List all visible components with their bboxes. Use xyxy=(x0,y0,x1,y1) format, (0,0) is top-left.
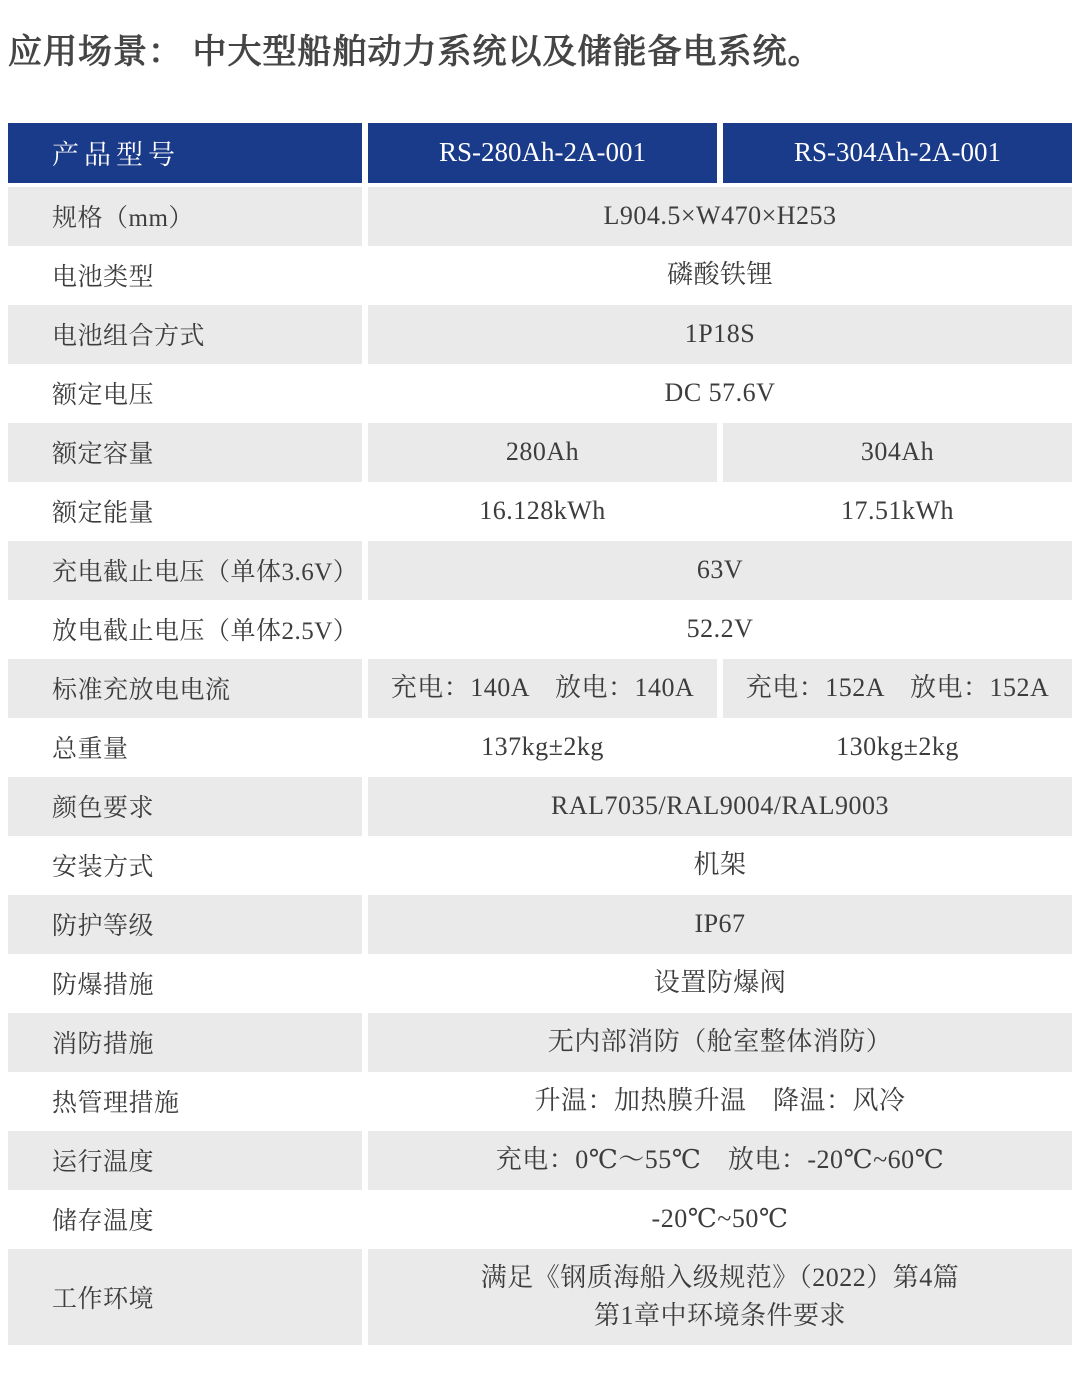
row-value: 充电：0℃～55℃ 放电：-20℃~60℃ xyxy=(368,1131,1072,1190)
row-label: 额定电压 xyxy=(8,364,362,423)
row-value: DC 57.6V xyxy=(368,364,1072,423)
row-value: IP67 xyxy=(368,895,1072,954)
row-value-model-2: 充电：152A 放电：152A xyxy=(723,659,1072,718)
row-label: 标准充放电电流 xyxy=(8,659,362,718)
spec-row xyxy=(8,836,1072,895)
spec-row xyxy=(8,482,1072,541)
spec-row xyxy=(8,1131,1072,1190)
header-cell-model-1: RS-280Ah-2A-001 xyxy=(368,123,717,183)
spec-row xyxy=(8,895,1072,954)
row-label: 规格（mm） xyxy=(8,187,362,246)
spec-row xyxy=(8,777,1072,836)
spec-row xyxy=(8,1190,1072,1249)
spec-row xyxy=(8,659,1072,718)
row-label: 电池类型 xyxy=(8,246,362,305)
row-value: 1P18S xyxy=(368,305,1072,364)
row-value: 63V xyxy=(368,541,1072,600)
page-title: 应用场景： 中大型船舶动力系统以及储能备电系统。 xyxy=(8,34,823,71)
row-value-model-1: 137kg±2kg xyxy=(368,718,717,777)
spec-row xyxy=(8,187,1072,246)
row-label: 放电截止电压（单体2.5V） xyxy=(8,600,362,659)
row-value: RAL7035/RAL9004/RAL9003 xyxy=(368,777,1072,836)
row-value-model-1: 充电：140A 放电：140A xyxy=(368,659,717,718)
row-value: 无内部消防（舱室整体消防） xyxy=(368,1013,1072,1072)
table-header-row xyxy=(8,123,1072,183)
row-label: 防护等级 xyxy=(8,895,362,954)
spec-row xyxy=(8,246,1072,305)
row-label: 电池组合方式 xyxy=(8,305,362,364)
row-label: 安装方式 xyxy=(8,836,362,895)
spec-row xyxy=(8,954,1072,1013)
row-label: 运行温度 xyxy=(8,1131,362,1190)
row-label: 储存温度 xyxy=(8,1190,362,1249)
row-value: 机架 xyxy=(368,836,1072,895)
spec-row xyxy=(8,1072,1072,1131)
spec-row xyxy=(8,600,1072,659)
spec-row xyxy=(8,541,1072,600)
spec-row xyxy=(8,423,1072,482)
spec-row xyxy=(8,1249,1072,1345)
table-body xyxy=(8,187,1072,1345)
row-value-model-2: 17.51kWh xyxy=(723,482,1072,541)
header-cell-model-2: RS-304Ah-2A-001 xyxy=(723,123,1072,183)
row-label: 额定能量 xyxy=(8,482,362,541)
row-value-model-2: 130kg±2kg xyxy=(723,718,1072,777)
row-value: 磷酸铁锂 xyxy=(368,246,1072,305)
row-value-model-2: 304Ah xyxy=(723,423,1072,482)
row-label: 颜色要求 xyxy=(8,777,362,836)
row-value: 设置防爆阀 xyxy=(368,954,1072,1013)
row-value: -20℃~50℃ xyxy=(368,1190,1072,1249)
spec-row xyxy=(8,718,1072,777)
row-value: L904.5×W470×H253 xyxy=(368,187,1072,246)
spec-row xyxy=(8,1013,1072,1072)
row-label: 消防措施 xyxy=(8,1013,362,1072)
spec-row xyxy=(8,364,1072,423)
row-label: 额定容量 xyxy=(8,423,362,482)
row-label: 充电截止电压（单体3.6V） xyxy=(8,541,362,600)
row-value: 52.2V xyxy=(368,600,1072,659)
spec-row xyxy=(8,305,1072,364)
row-value-model-1: 16.128kWh xyxy=(368,482,717,541)
row-label: 总重量 xyxy=(8,718,362,777)
row-value: 满足《钢质海船入级规范》（2022）第4篇 第1章中环境条件要求 xyxy=(368,1249,1072,1345)
spec-table xyxy=(8,123,1072,1345)
row-value: 升温：加热膜升温 降温：风冷 xyxy=(368,1072,1072,1131)
row-label: 热管理措施 xyxy=(8,1072,362,1131)
row-value-model-1: 280Ah xyxy=(368,423,717,482)
row-label: 工作环境 xyxy=(8,1249,362,1345)
header-cell-product-model: 产品型号 xyxy=(8,123,362,183)
row-label: 防爆措施 xyxy=(8,954,362,1013)
